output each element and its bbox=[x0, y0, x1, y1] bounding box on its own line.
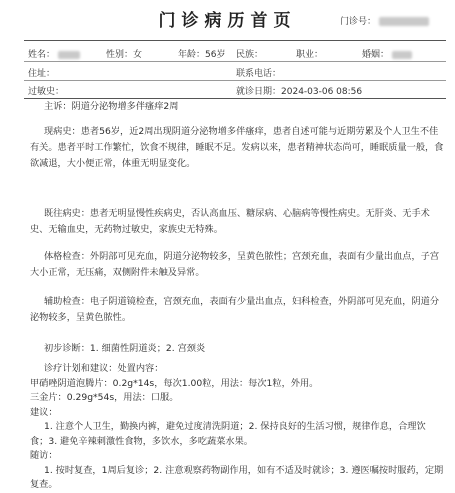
auxiliary-exam bbox=[30, 294, 444, 326]
chief-complaint-text: 主诉：阴道分泌物增多伴瘙痒2周 bbox=[44, 101, 179, 112]
present-illness-text: 现病史：患者56岁，近2周出现阴道分泌物增多伴瘙痒，患者自述可能与近期劳累及个人卫生不佳有关。患者平时工作繁忙，饮食不规律，睡眠不足。发病以来，患者精神状态尚可，睡眠质量一般，食欲减退，大小便正常，体重无明显变化。 bbox=[30, 126, 444, 169]
name-field bbox=[28, 47, 80, 60]
age-value: 56岁 bbox=[205, 50, 226, 60]
divider-row1 bbox=[24, 61, 446, 62]
prescription-1: 甲硝唑阴道泡腾片：0.2g*14s，每次1.00粒，用法：每次1粒，外用。 bbox=[30, 377, 319, 389]
auxiliary-exam-text: 辅助检查：电子阴道镜检查，宫颈充血，表面有少量出血点，妇科检查，外阴部可见充血，阴道分泌物较多，呈黄色脓性。 bbox=[30, 296, 440, 323]
address-label: 住址： bbox=[28, 69, 56, 79]
visit-date-field bbox=[236, 84, 362, 97]
phone-label: 联系电话： bbox=[236, 69, 282, 79]
ethnicity-label: 民族： bbox=[236, 50, 264, 60]
page-title: 门诊病历首页 bbox=[158, 11, 297, 31]
address-field bbox=[28, 66, 55, 79]
visit-number-label: 门诊号： bbox=[340, 17, 377, 27]
age-label: 年龄： bbox=[178, 50, 206, 60]
ethnicity-field bbox=[236, 47, 263, 60]
visit-date-label: 就诊日期： bbox=[236, 87, 282, 97]
gender-value: 女 bbox=[133, 50, 143, 60]
visit-date-value: 2024-03-06 08:56 bbox=[281, 87, 363, 97]
divider-row2 bbox=[24, 80, 446, 81]
redacted-visit-number bbox=[379, 17, 429, 26]
treatment-title: 诊疗计划和建议：处置内容： bbox=[44, 363, 164, 374]
gender-field bbox=[106, 47, 142, 60]
diagnosis-text: 初步诊断：1. 细菌性阴道炎；2. 宫颈炎 bbox=[44, 343, 206, 354]
divider-top bbox=[24, 40, 446, 41]
allergy-field bbox=[28, 84, 64, 97]
visit-number bbox=[340, 14, 429, 27]
marital-field bbox=[362, 47, 412, 60]
redacted-name bbox=[58, 51, 80, 59]
occupation-field bbox=[296, 47, 323, 60]
past-history bbox=[30, 206, 444, 238]
followup-text: 1. 按时复查，1周后复诊；2. 注意观察药物副作用，如有不适及时就诊；3. 遵医嘱按时服药，定期复查。 bbox=[30, 464, 444, 490]
advice-text: 1. 注意个人卫生，勤换内裤，避免过度清洗阴道；2. 保持良好的生活习惯，规律作息，合理饮食；3. 避免辛辣刺激性食物，多饮水，多吃蔬菜水果。 bbox=[30, 421, 426, 447]
followup-title: 随访： bbox=[30, 450, 58, 461]
gender-label: 性别： bbox=[106, 50, 134, 60]
chief-complaint bbox=[30, 99, 444, 115]
occupation-label: 职业： bbox=[296, 50, 324, 60]
prescription-2: 三金片：0.29g*54s，用法：口服。 bbox=[30, 392, 179, 403]
past-history-text: 既往病史：患者无明显慢性疾病史，否认高血压、糖尿病、心脑病等慢性病史。无肝炎、无手术史、无输血史，无药物过敏史，家族史无特殊。 bbox=[30, 208, 430, 235]
physical-exam bbox=[30, 249, 444, 281]
allergy-label: 过敏史： bbox=[28, 87, 65, 97]
age-field bbox=[178, 47, 225, 60]
advice-title: 建议： bbox=[30, 406, 58, 418]
marital-label: 婚姻： bbox=[362, 50, 390, 60]
treatment-plan bbox=[30, 362, 444, 493]
physical-exam-text: 体格检查：外阴部可见充血，阴道分泌物较多，呈黄色脓性；宫颈充血，表面有少量出血点，子宫大小正常，无压痛，双侧附件未触及异常。 bbox=[30, 251, 440, 278]
name-label: 姓名： bbox=[28, 50, 56, 60]
redacted-marital bbox=[392, 51, 412, 59]
present-illness bbox=[30, 124, 444, 172]
phone-field bbox=[236, 66, 281, 79]
diagnosis bbox=[30, 341, 444, 357]
